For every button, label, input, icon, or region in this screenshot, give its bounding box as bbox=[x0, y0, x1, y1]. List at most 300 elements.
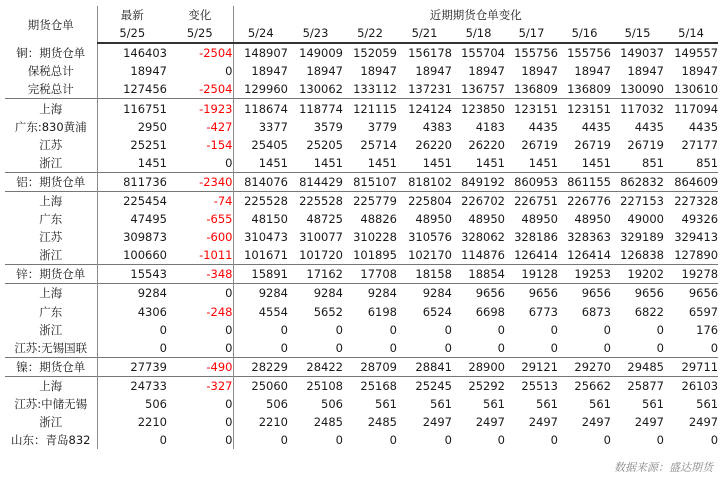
latest-value: 0 bbox=[159, 433, 167, 448]
history-value: 26220 bbox=[415, 137, 452, 152]
history-value: 328363 bbox=[567, 230, 611, 245]
table-row bbox=[5, 99, 718, 118]
date-header: 5/24 bbox=[233, 24, 288, 43]
history-value: 9656 bbox=[558, 284, 611, 303]
history-value: 2497 bbox=[581, 415, 611, 430]
history-value: 1451 bbox=[313, 155, 343, 170]
history-value: 0 bbox=[389, 322, 397, 337]
change-header: 变化 bbox=[167, 6, 233, 24]
history-value: 137231 bbox=[408, 82, 452, 97]
history-value: 6524 bbox=[422, 304, 452, 319]
change-value: -427 bbox=[167, 118, 233, 136]
history-value: 155756 bbox=[514, 46, 558, 61]
history-value: 1451 bbox=[258, 155, 288, 170]
history-value: 0 bbox=[280, 322, 288, 337]
history-value: 6698 bbox=[475, 304, 505, 319]
history-value: 48950 bbox=[521, 212, 558, 227]
history-value: 18947 bbox=[360, 64, 397, 79]
table-row bbox=[5, 303, 718, 321]
change-value: -327 bbox=[167, 376, 233, 395]
latest-value: 309873 bbox=[123, 230, 167, 245]
change-value: -600 bbox=[167, 228, 233, 246]
history-value: 136809 bbox=[567, 82, 611, 97]
table-row bbox=[5, 246, 718, 265]
history-value: 0 bbox=[444, 340, 452, 355]
history-value: 123850 bbox=[452, 99, 505, 118]
history-value: 152059 bbox=[353, 46, 397, 61]
history-value: 28841 bbox=[397, 357, 452, 376]
history-value: 127890 bbox=[674, 248, 719, 263]
history-value: 851 bbox=[696, 155, 719, 170]
table-row bbox=[5, 357, 718, 376]
history-value: 1451 bbox=[422, 155, 452, 170]
history-value: 26719 bbox=[627, 137, 664, 152]
history-value: 49326 bbox=[681, 212, 719, 227]
recent-header: 近期期货仓单变化 bbox=[429, 8, 522, 23]
history-value: 506 bbox=[266, 397, 288, 412]
history-value: 29711 bbox=[664, 357, 718, 376]
row-label: 上海 bbox=[5, 99, 97, 118]
history-value: 2210 bbox=[258, 415, 288, 430]
history-value: 0 bbox=[550, 322, 558, 337]
history-value: 19202 bbox=[611, 265, 664, 284]
history-value: 9656 bbox=[452, 284, 505, 303]
latest-value: 127456 bbox=[123, 82, 167, 97]
history-value: 123151 bbox=[505, 99, 558, 118]
history-value: 25877 bbox=[611, 376, 664, 395]
row-label: 完税总计 bbox=[5, 80, 97, 99]
history-value: 4435 bbox=[688, 119, 719, 134]
history-value: 176 bbox=[696, 322, 719, 337]
history-value: 48950 bbox=[574, 212, 611, 227]
history-value: 18947 bbox=[681, 64, 719, 79]
table-row bbox=[5, 228, 718, 246]
history-value: 48826 bbox=[360, 212, 397, 227]
history-value: 6822 bbox=[634, 304, 664, 319]
history-value: 0 bbox=[444, 433, 452, 448]
history-value: 328062 bbox=[461, 230, 505, 245]
change-value: 0 bbox=[167, 154, 233, 173]
history-value: 329189 bbox=[620, 230, 664, 245]
latest-value: 9284 bbox=[97, 284, 167, 303]
history-value: 0 bbox=[656, 322, 664, 337]
row-label: 江苏:中储无锡 bbox=[5, 395, 97, 413]
history-value: 126414 bbox=[567, 248, 611, 263]
history-value: 9284 bbox=[288, 284, 343, 303]
latest-value: 15543 bbox=[97, 265, 167, 284]
history-value: 225528 bbox=[288, 191, 343, 210]
history-value: 561 bbox=[483, 397, 505, 412]
latest-date-header: 5/25 bbox=[97, 24, 167, 43]
history-value: 864609 bbox=[664, 172, 718, 191]
history-value: 561 bbox=[642, 397, 664, 412]
change-value: 0 bbox=[167, 339, 233, 358]
history-value: 25245 bbox=[397, 376, 452, 395]
change-value: 0 bbox=[167, 62, 233, 80]
history-value: 860953 bbox=[505, 172, 558, 191]
history-value: 0 bbox=[335, 322, 343, 337]
latest-value: 0 bbox=[159, 322, 167, 337]
change-value: 0 bbox=[167, 284, 233, 303]
history-value: 0 bbox=[444, 322, 452, 337]
history-value: 9284 bbox=[233, 284, 288, 303]
history-value: 6773 bbox=[528, 304, 558, 319]
history-value: 130090 bbox=[620, 82, 664, 97]
history-value: 149557 bbox=[674, 46, 719, 61]
row-label: 广东 bbox=[5, 210, 97, 228]
history-value: 225779 bbox=[343, 191, 397, 210]
history-value: 123151 bbox=[558, 99, 611, 118]
history-value: 0 bbox=[389, 340, 397, 355]
history-value: 0 bbox=[497, 433, 505, 448]
history-value: 25108 bbox=[288, 376, 343, 395]
row-label: 浙江 bbox=[5, 246, 97, 265]
history-value: 0 bbox=[335, 433, 343, 448]
table-row bbox=[5, 413, 718, 431]
history-value: 9284 bbox=[343, 284, 397, 303]
history-value: 861155 bbox=[558, 172, 611, 191]
date-header: 5/22 bbox=[343, 24, 397, 43]
history-value: 225804 bbox=[397, 191, 452, 210]
history-value: 814076 bbox=[233, 172, 288, 191]
date-header: 5/14 bbox=[664, 24, 718, 43]
history-value: 6198 bbox=[367, 304, 397, 319]
history-value: 149009 bbox=[299, 46, 343, 61]
history-value: 18947 bbox=[306, 64, 343, 79]
latest-value: 0 bbox=[159, 340, 167, 355]
history-value: 561 bbox=[696, 397, 719, 412]
row-label: 上海 bbox=[5, 284, 97, 303]
date-header: 5/18 bbox=[452, 24, 505, 43]
row-label: 山东：青岛832 bbox=[5, 431, 97, 449]
history-value: 0 bbox=[550, 340, 558, 355]
history-value: 26220 bbox=[468, 137, 505, 152]
history-value: 0 bbox=[389, 433, 397, 448]
history-value: 19278 bbox=[664, 265, 718, 284]
latest-value: 1451 bbox=[137, 155, 167, 170]
date-header: 5/17 bbox=[505, 24, 558, 43]
row-label: 广东 bbox=[5, 303, 97, 321]
history-value: 25292 bbox=[452, 376, 505, 395]
table-row bbox=[5, 118, 718, 136]
history-value: 0 bbox=[335, 340, 343, 355]
history-value: 28229 bbox=[233, 357, 288, 376]
history-value: 227328 bbox=[664, 191, 718, 210]
latest-value: 2210 bbox=[137, 415, 167, 430]
table-row bbox=[5, 339, 718, 358]
warehouse-receipt-table bbox=[5, 6, 718, 449]
history-value: 0 bbox=[280, 340, 288, 355]
table-body bbox=[5, 43, 718, 449]
table-row bbox=[5, 321, 718, 339]
history-value: 310473 bbox=[244, 230, 288, 245]
change-value: -2340 bbox=[167, 172, 233, 191]
history-value: 0 bbox=[710, 433, 719, 448]
history-value: 101720 bbox=[299, 248, 343, 263]
history-value: 849192 bbox=[452, 172, 505, 191]
history-value: 28900 bbox=[452, 357, 505, 376]
history-value: 6873 bbox=[581, 304, 611, 319]
table-row bbox=[5, 172, 718, 191]
history-value: 25168 bbox=[343, 376, 397, 395]
history-value: 0 bbox=[656, 433, 664, 448]
history-value: 102170 bbox=[408, 248, 452, 263]
history-value: 27177 bbox=[681, 137, 719, 152]
history-value: 48950 bbox=[468, 212, 505, 227]
history-value: 1451 bbox=[528, 155, 558, 170]
history-value: 17162 bbox=[288, 265, 343, 284]
history-value: 4435 bbox=[634, 119, 664, 134]
change-value: -154 bbox=[167, 136, 233, 154]
history-value: 155704 bbox=[461, 46, 505, 61]
row-label: 上海 bbox=[5, 191, 97, 210]
latest-value: 27739 bbox=[97, 357, 167, 376]
history-value: 2497 bbox=[634, 415, 664, 430]
history-value: 117094 bbox=[664, 99, 718, 118]
row-label: 广东:830黄浦 bbox=[5, 118, 97, 136]
row-label: 浙江 bbox=[5, 413, 97, 431]
table-row bbox=[5, 62, 718, 80]
table-row bbox=[5, 154, 718, 173]
history-value: 2497 bbox=[475, 415, 505, 430]
history-value: 126414 bbox=[514, 248, 558, 263]
history-value: 156178 bbox=[408, 46, 452, 61]
history-value: 29270 bbox=[558, 357, 611, 376]
history-value: 19253 bbox=[558, 265, 611, 284]
row-label: 保税总计 bbox=[5, 62, 97, 80]
latest-value: 225454 bbox=[97, 191, 167, 210]
latest-value: 25251 bbox=[130, 137, 167, 152]
row-label: 江苏 bbox=[5, 228, 97, 246]
history-value: 101895 bbox=[353, 248, 397, 263]
history-value: 225528 bbox=[233, 191, 288, 210]
latest-value: 100660 bbox=[123, 248, 167, 263]
history-value: 4383 bbox=[422, 119, 452, 134]
history-value: 851 bbox=[642, 155, 664, 170]
history-value: 48725 bbox=[306, 212, 343, 227]
header-row-dates bbox=[5, 24, 718, 43]
history-value: 4554 bbox=[258, 304, 288, 319]
history-value: 0 bbox=[497, 322, 505, 337]
history-value: 5652 bbox=[313, 304, 343, 319]
row-label: 铝：期货仓单 bbox=[5, 172, 97, 191]
table-row bbox=[5, 191, 718, 210]
history-value: 25662 bbox=[558, 376, 611, 395]
history-value: 9656 bbox=[611, 284, 664, 303]
history-value: 815107 bbox=[343, 172, 397, 191]
history-value: 310228 bbox=[353, 230, 397, 245]
history-value: 15891 bbox=[233, 265, 288, 284]
history-value: 0 bbox=[656, 340, 664, 355]
change-value: -348 bbox=[167, 265, 233, 284]
date-header: 5/16 bbox=[558, 24, 611, 43]
history-value: 328186 bbox=[514, 230, 558, 245]
history-value: 48150 bbox=[251, 212, 288, 227]
latest-value: 47495 bbox=[130, 212, 167, 227]
history-value: 29121 bbox=[505, 357, 558, 376]
table-row bbox=[5, 265, 718, 284]
header-row-top bbox=[5, 6, 718, 24]
change-value: -248 bbox=[167, 303, 233, 321]
history-value: 19128 bbox=[505, 265, 558, 284]
change-value: -490 bbox=[167, 357, 233, 376]
history-value: 101671 bbox=[244, 248, 288, 263]
change-value: -2504 bbox=[167, 80, 233, 99]
history-value: 149037 bbox=[620, 46, 664, 61]
history-value: 814429 bbox=[288, 172, 343, 191]
history-value: 3377 bbox=[258, 119, 288, 134]
history-value: 6597 bbox=[688, 304, 719, 319]
table-row bbox=[5, 376, 718, 395]
latest-value: 146403 bbox=[123, 46, 167, 61]
row-label: 铜：期货仓单 bbox=[5, 43, 97, 62]
history-value: 4435 bbox=[581, 119, 611, 134]
history-value: 124124 bbox=[397, 99, 452, 118]
latest-value: 116751 bbox=[97, 99, 167, 118]
warehouse-receipt-table-container bbox=[5, 6, 718, 449]
history-value: 4435 bbox=[528, 119, 558, 134]
history-value: 130062 bbox=[299, 82, 343, 97]
table-row bbox=[5, 136, 718, 154]
history-value: 310077 bbox=[299, 230, 343, 245]
history-value: 1451 bbox=[581, 155, 611, 170]
row-label: 浙江 bbox=[5, 321, 97, 339]
history-value: 0 bbox=[710, 340, 719, 355]
history-value: 329413 bbox=[674, 230, 719, 245]
history-value: 25060 bbox=[233, 376, 288, 395]
data-source-note: 数据来源：盛达期货 bbox=[614, 461, 713, 474]
history-value: 506 bbox=[321, 397, 343, 412]
latest-value: 811736 bbox=[97, 172, 167, 191]
row-label: 江苏 bbox=[5, 136, 97, 154]
history-value: 226751 bbox=[505, 191, 558, 210]
history-value: 155756 bbox=[567, 46, 611, 61]
history-value: 0 bbox=[497, 340, 505, 355]
latest-value: 506 bbox=[145, 397, 167, 412]
history-value: 818102 bbox=[397, 172, 452, 191]
table-row bbox=[5, 284, 718, 303]
history-value: 48950 bbox=[415, 212, 452, 227]
history-value: 3779 bbox=[367, 119, 397, 134]
history-value: 26719 bbox=[574, 137, 611, 152]
history-value: 0 bbox=[603, 433, 611, 448]
table-row bbox=[5, 431, 718, 449]
history-value: 561 bbox=[375, 397, 397, 412]
latest-value: 24733 bbox=[97, 376, 167, 395]
latest-value: 4306 bbox=[137, 304, 167, 319]
history-value: 2497 bbox=[688, 415, 719, 430]
date-header: 5/15 bbox=[611, 24, 664, 43]
history-value: 18854 bbox=[452, 265, 505, 284]
change-value: -74 bbox=[167, 191, 233, 210]
history-value: 2485 bbox=[367, 415, 397, 430]
history-value: 4183 bbox=[475, 119, 505, 134]
history-value: 126838 bbox=[620, 248, 664, 263]
history-value: 3579 bbox=[313, 119, 343, 134]
history-value: 18947 bbox=[468, 64, 505, 79]
history-value: 28709 bbox=[343, 357, 397, 376]
history-value: 226776 bbox=[558, 191, 611, 210]
history-value: 117032 bbox=[611, 99, 664, 118]
change-value: 0 bbox=[167, 413, 233, 431]
history-value: 130610 bbox=[674, 82, 719, 97]
table-row bbox=[5, 395, 718, 413]
change-value: -655 bbox=[167, 210, 233, 228]
history-value: 561 bbox=[589, 397, 611, 412]
history-value: 18947 bbox=[251, 64, 288, 79]
change-value: -2504 bbox=[167, 43, 233, 62]
history-value: 129960 bbox=[244, 82, 288, 97]
history-value: 0 bbox=[280, 433, 288, 448]
history-value: 118674 bbox=[233, 99, 288, 118]
latest-value: 18947 bbox=[130, 64, 167, 79]
history-value: 25714 bbox=[360, 137, 397, 152]
latest-header: 最新 bbox=[120, 8, 144, 23]
history-value: 118774 bbox=[288, 99, 343, 118]
history-value: 0 bbox=[603, 340, 611, 355]
history-value: 227153 bbox=[611, 191, 664, 210]
change-value: 0 bbox=[167, 431, 233, 449]
table-row bbox=[5, 43, 718, 62]
history-value: 561 bbox=[430, 397, 452, 412]
history-value: 28422 bbox=[288, 357, 343, 376]
history-value: 561 bbox=[536, 397, 558, 412]
history-value: 0 bbox=[550, 433, 558, 448]
history-value: 17708 bbox=[343, 265, 397, 284]
history-value: 114876 bbox=[461, 248, 505, 263]
history-value: 9656 bbox=[505, 284, 558, 303]
change-date-header: 5/25 bbox=[167, 24, 233, 43]
history-value: 25513 bbox=[505, 376, 558, 395]
history-value: 1451 bbox=[475, 155, 505, 170]
history-value: 26719 bbox=[521, 137, 558, 152]
history-value: 136757 bbox=[461, 82, 505, 97]
history-value: 9656 bbox=[664, 284, 718, 303]
history-value: 133112 bbox=[353, 82, 397, 97]
history-value: 862832 bbox=[611, 172, 664, 191]
row-label: 上海 bbox=[5, 376, 97, 395]
history-value: 226702 bbox=[452, 191, 505, 210]
history-value: 18947 bbox=[574, 64, 611, 79]
history-value: 1451 bbox=[367, 155, 397, 170]
history-value: 18947 bbox=[627, 64, 664, 79]
history-value: 25405 bbox=[251, 137, 288, 152]
change-value: 0 bbox=[167, 321, 233, 339]
latest-value: 2950 bbox=[137, 119, 167, 134]
row-label: 镍：期货仓单 bbox=[5, 357, 97, 376]
change-value: 0 bbox=[167, 395, 233, 413]
table-row bbox=[5, 80, 718, 99]
history-value: 148907 bbox=[244, 46, 288, 61]
history-value: 18947 bbox=[521, 64, 558, 79]
history-value: 136809 bbox=[514, 82, 558, 97]
row-label: 江苏:无锡国联 bbox=[5, 339, 97, 358]
history-value: 18158 bbox=[397, 265, 452, 284]
history-value: 26103 bbox=[664, 376, 718, 395]
history-value: 2497 bbox=[422, 415, 452, 430]
history-value: 49000 bbox=[627, 212, 664, 227]
date-header: 5/23 bbox=[288, 24, 343, 43]
history-value: 2485 bbox=[313, 415, 343, 430]
date-header: 5/21 bbox=[397, 24, 452, 43]
history-value: 9284 bbox=[397, 284, 452, 303]
row-label: 浙江 bbox=[5, 154, 97, 173]
change-value: -1011 bbox=[167, 246, 233, 265]
history-value: 25205 bbox=[306, 137, 343, 152]
corner-header: 期货仓单 bbox=[5, 6, 97, 43]
change-value: -1923 bbox=[167, 99, 233, 118]
history-value: 310576 bbox=[408, 230, 452, 245]
